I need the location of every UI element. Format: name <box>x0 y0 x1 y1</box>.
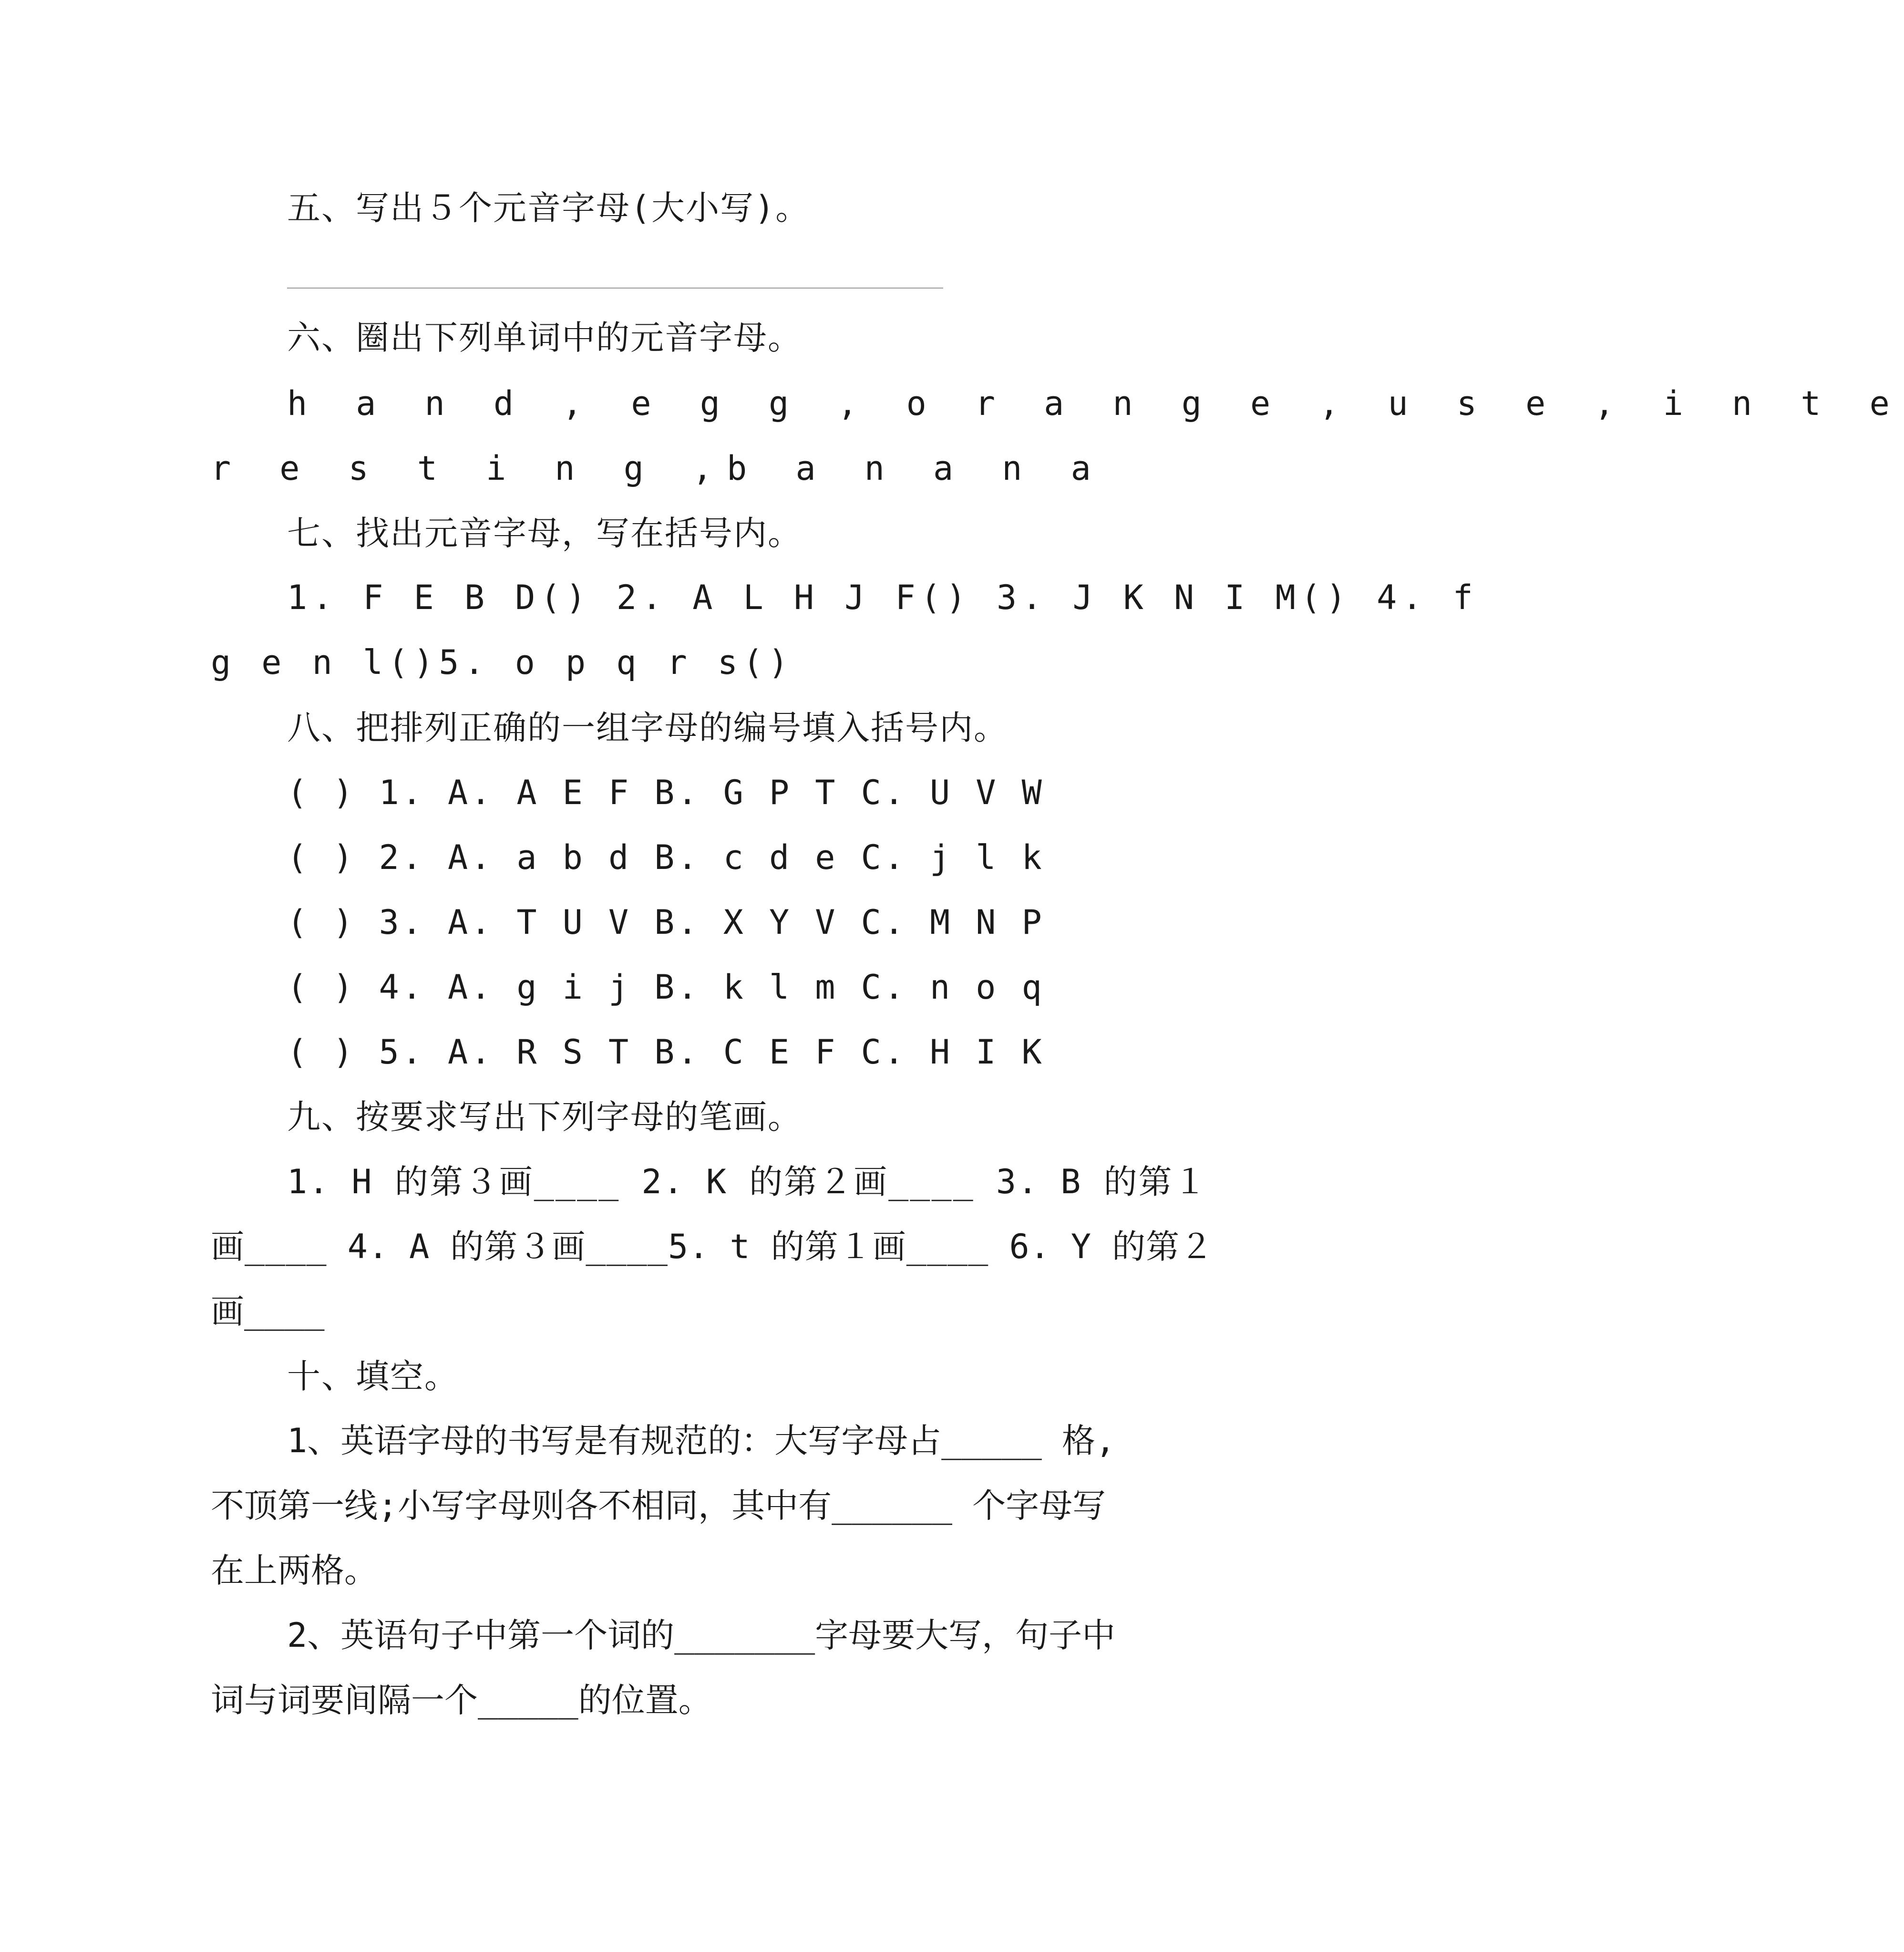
section-5-title: 五、写出５个元音字母(大小写)。 <box>287 188 810 227</box>
word-list-line-2: r e s t i n g ,b a n a n a <box>211 449 1105 488</box>
answer-line <box>287 288 943 289</box>
question-8-item-2: ( ) 2. A. a b d B. c d e C. j l k <box>287 838 1045 877</box>
question-9-line-1: 1. H 的第３画____ 2. K 的第２画____ 3. B 的第１ <box>287 1162 1208 1201</box>
section-6-title: 六、圈出下列单词中的元音字母。 <box>287 318 802 357</box>
section-7-title: 七、找出元音字母，写在括号内。 <box>287 514 802 553</box>
question-9-line-2: 画____ 4. A 的第３画____5. t 的第１画____ 6. Y 的第２ <box>211 1227 1214 1266</box>
question-10-1-line-2: 不顶第一线;小写字母则各不相同，其中有______ 个字母写 <box>211 1486 1106 1525</box>
question-8-item-3: ( ) 3. A. T U V B. X Y V C. M N P <box>287 903 1045 942</box>
section-9-title: 九、按要求写出下列字母的笔画。 <box>287 1097 802 1136</box>
question-10-2-line-1: 2、英语句子中第一个词的_______字母要大写，句子中 <box>287 1616 1116 1655</box>
question-8-item-1: ( ) 1. A. A E F B. G P T C. U V W <box>287 773 1045 812</box>
question-7-line-2: g e n l()5. o p q r s() <box>211 643 794 682</box>
question-10-2-line-2: 词与词要间隔一个_____的位置。 <box>211 1681 712 1720</box>
section-10-title: 十、填空。 <box>287 1357 459 1396</box>
word-list-line-1: h a n d , e g g , o r a n g e , u s e , i n t e <box>287 384 1904 423</box>
question-8-item-4: ( ) 4. A. g i j B. k l m C. n o q <box>287 968 1045 1007</box>
question-8-item-5: ( ) 5. A. R S T B. C E F C. H I K <box>287 1033 1045 1072</box>
question-10-1-line-1: 1、英语字母的书写是有规范的：大写字母占_____ 格, <box>287 1421 1116 1460</box>
section-8-title: 八、把排列正确的一组字母的编号填入括号内。 <box>287 708 1008 747</box>
question-7-line-1: 1. F E B D() 2. A L H J F() 3. J K N I M() 4. f <box>287 578 1478 617</box>
question-10-1-line-3: 在上两格。 <box>211 1551 378 1590</box>
question-9-line-3: 画____ <box>211 1292 325 1331</box>
